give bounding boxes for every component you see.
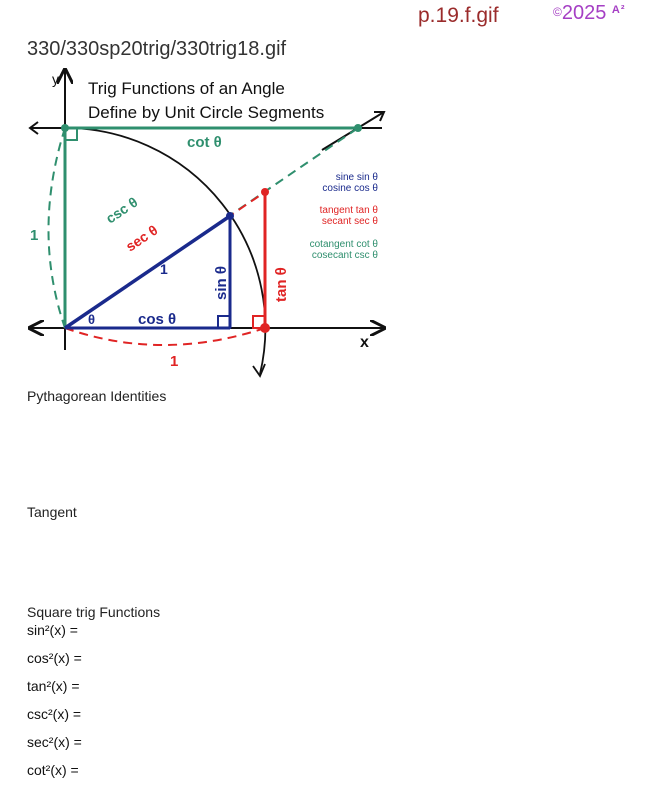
legend-cosine: cosine cos θ <box>322 183 378 194</box>
section-tangent: Tangent <box>27 504 77 520</box>
one-left-dashed-curve <box>49 128 66 328</box>
section-square-trig-functions: Square trig Functions <box>27 604 161 620</box>
radius-one-label: 1 <box>160 261 168 277</box>
copyright-mark: A² <box>611 4 626 16</box>
section-pythagorean-identities: Pythagorean Identities <box>27 388 167 404</box>
cot-label: cot θ <box>187 134 222 151</box>
legend <box>310 172 379 261</box>
page-reference: p.19.f.gif <box>418 4 499 27</box>
arc-arrow-icon <box>253 364 265 376</box>
csc-label: csc θ <box>102 193 141 227</box>
equation-sin-squared: sin²(x) = <box>27 622 78 638</box>
equation-cos-squared: cos²(x) = <box>27 650 82 666</box>
copyright-symbol: © <box>553 5 562 19</box>
legend-secant: secant sec θ <box>321 216 378 227</box>
y-axis-label: y <box>52 71 59 87</box>
x-axis-label: x <box>360 334 369 351</box>
legend-cosecant: cosecant csc θ <box>311 250 378 261</box>
copyright-year: 2025 <box>561 2 607 24</box>
equation-tan-squared: tan²(x) = <box>27 678 80 694</box>
right-angle-marker-sin <box>218 316 230 328</box>
sin-label: sin θ <box>213 266 230 300</box>
legend-cotangent: cotangent cot θ <box>309 239 378 250</box>
one-left-label: 1 <box>30 227 39 244</box>
theta-label: θ <box>88 312 96 327</box>
equation-cot-squared: cot²(x) = <box>27 762 79 778</box>
equation-csc-squared: csc²(x) = <box>27 706 82 722</box>
tan-label: tan θ <box>273 267 290 302</box>
legend-tangent: tangent tan θ <box>319 205 378 216</box>
image-filename: 330/330sp20trig/330trig18.gif <box>27 38 287 60</box>
copyright-notice <box>553 2 626 25</box>
diagram-title-line2: Define by Unit Circle Segments <box>88 103 325 122</box>
legend-sine: sine sin θ <box>335 172 378 183</box>
diagram-title-line1: Trig Functions of an Angle <box>88 79 285 98</box>
equation-sec-squared: sec²(x) = <box>27 734 82 750</box>
cos-label: cos θ <box>138 311 177 328</box>
one-bottom-label: 1 <box>170 353 179 370</box>
one-bottom-dashed-curve <box>65 328 265 345</box>
unit-circle-diagram <box>22 62 392 382</box>
sec-label: sec θ <box>122 221 161 255</box>
point-on-circle <box>226 212 234 220</box>
